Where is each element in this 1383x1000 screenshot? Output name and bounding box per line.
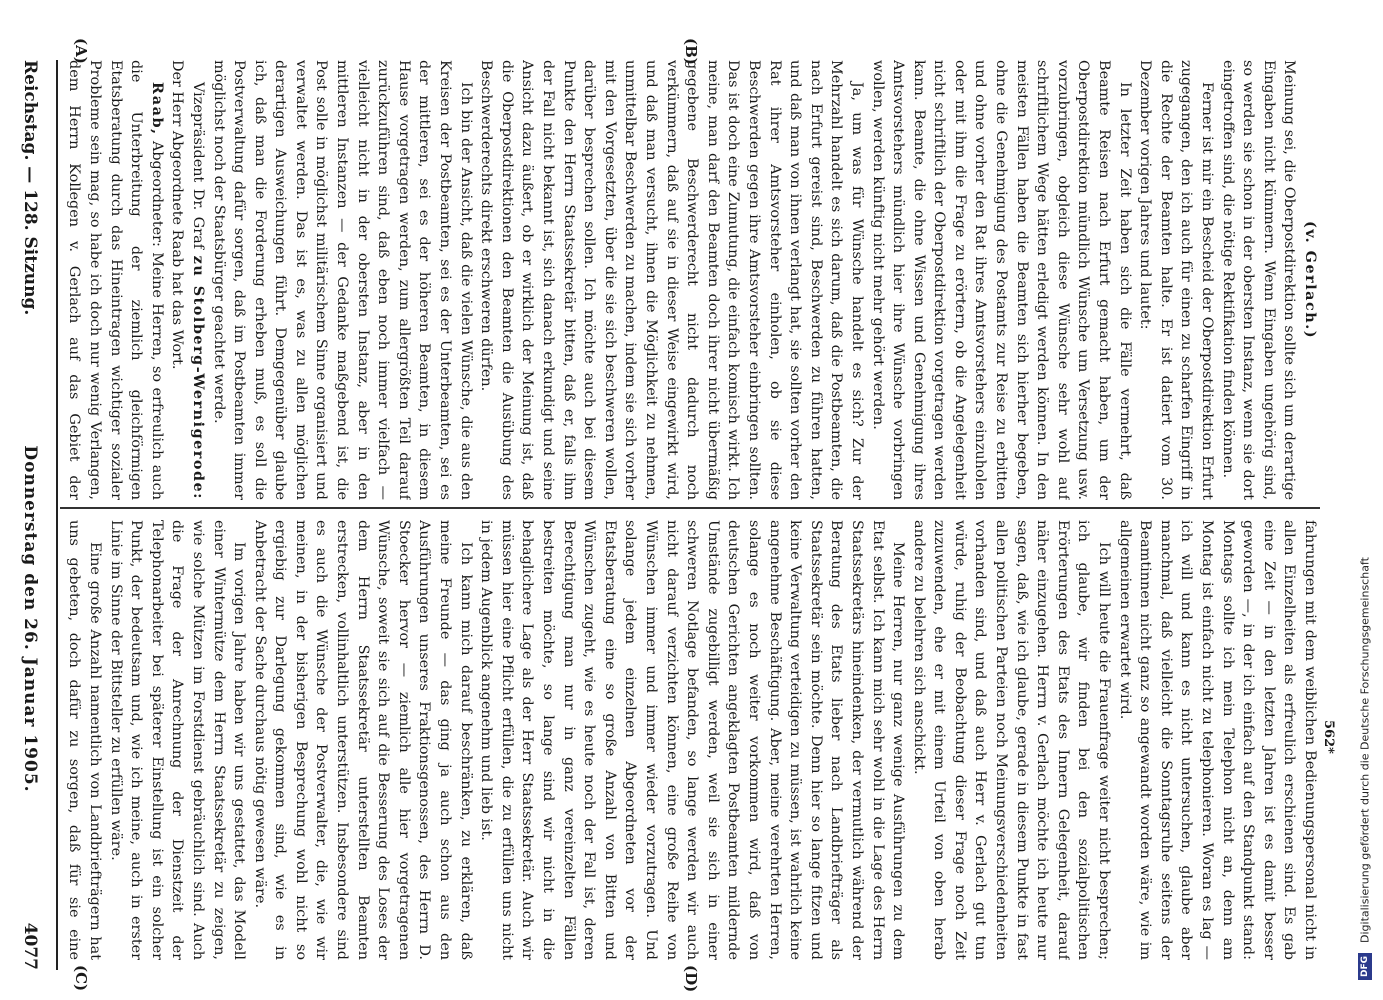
speaker2-name: Raab, [148, 82, 166, 136]
header-date: Donnerstag den 26. Januar 1905. [20, 445, 40, 793]
president-line: Vizepräsident Dr. Graf zu Stolberg-Wernigerode: Der Herr Abgeordnete Raab hat das Wort. [169, 60, 207, 500]
right-column [65, 520, 1320, 960]
paragraph: Meinung sei, die Oberpostdirektion sollte sich um derartige Eingaben nicht kümmern. Wenn Eingaben ungehörig sind, so werden sie schon in der obersten Instanz, wenn sie dort eingetroffen sind, die nötige Rektifikation finden können. [1219, 60, 1298, 500]
margin-mark-d: (D) [682, 965, 700, 993]
header-left: Reichstag. — 128. Sitzung. [20, 60, 40, 316]
paragraph: fahrungen mit dem weiblichen Bedienungspersonal nicht in allen Einzelheiten als erfreulich erschienen sind. Es gab eine Zeit — in den letzten Jahren ist es damit besser geworden —, in der ich einfach auf den Standpunkt stand: Montags sollte ich mein Telephon nicht an, denn am Montag ist einfach nicht zu telephonieren. Woran es lag — ich will und kann es nicht untersuchen, glaube aber manchmal, daß vielleicht die Sonntagsruhe seitens der Beamtinnen nicht ganz so angewandt worden wäre, wie im allgemeinen erwartet wird. [1116, 520, 1318, 960]
paragraph: Meine Herren, nur ganz wenige Ausführungen zu dem Etat selbst. Ich kann mich sehr wohl in die Lage des Herrn Staatssekretärs hineindenken, der vermutlich während der Beratung des Etats lieber nach Landbriefträger als Staatssekretär sein möchte. Denn hier so lange fitzen und keine Verwaltung verteidigen zu müssen, ist wahrlich keine angenehme Beschäftigung. Aber, meine verehrten Herren, solange es noch weiter vorkommen wird, daß von deutschen Gerichten angeklagten Postbeamten mildernde Umstände zugebilligt werden, weil sie sich in einer schweren Notlage befanden, so lange werden wir auch nicht darauf verzichten können, eine große Reihe von Wünschen immer und immer wieder vorzutragen. Und solange jedem einzelnen Abgeordneten vor der Etatsberatung eine so große Anzahl von Bitten und Wünschen zugeht, wie es heute noch der Fall ist, deren Berechtigung man nur in ganz vereinzelten Fällen bestreiten möchte, so lange sind wir nicht in die behaglichere Lage als der Herr Staatssekretär. Auch wir müssen hier eine Pflicht erfüllen, die zu erfüllen uns nicht in jedem Augenblick angenehm und lieb ist. [478, 520, 907, 960]
column-divider [60, 507, 1320, 509]
paragraph: Ich will heute die Frauenfrage weiter nicht besprechen; ich glaube, wir finden bei den sozialpolitischen Erörterungen des Etats des Innern Gelegenheit, darauf näher einzugehen. Herrn v. Gerlach möchte ich heute nur sagen, daß, wie ich glaube, gerade in diesem Punkte in fast allen politischen Parteien noch Meinungsverschiedenheiten vorhanden sind, und daß auch Herr v. Gerlach gut tun würde, ruhig der Beobachtung dieser Frage noch Zeit zuzuwenden, ehe er mit einem Urteil von oben herab andere zu belehren sich anschickt. [910, 520, 1113, 960]
paragraph: Ich kann mich darauf beschränken, zu erklären, daß meine Freunde — das ging ja auch schon aus den Ausführungen unseres Fraktionsgenossen, des Herrn D. Stoecker hervor — ziemlich alle hier vorgetragenen Wünsche, soweit sie sich auf die Besserung des Loses der dem Herrn Staatssekretär unterstellten Beamten erstrecken, vollinhaltlich unterstützen. Insbesondere sind es auch die Wünsche der Postverwalter, die, wie wir meinen, in der bisherigen Besprechung wohl nicht so ergiebig zur Darlegung gekommen sind, wie es in Anbetracht der Sache durchaus nötig gewesen wäre. [251, 520, 474, 960]
side-note [1353, 20, 1377, 980]
header-rule [56, 60, 58, 970]
paragraph: Ferner ist mir ein Bescheid der Oberpostdirektion Erfurt zugegangen, den ich auch für einen zu scharfen Eingriff in die Rechte der Beamten halte. Er ist datiert vom 30. Dezember vorigen Jahres und lautet: [1137, 60, 1216, 500]
page-header [10, 60, 50, 970]
speaker2-paragraph: Raab, Abgeordneter: Meine Herren, so erfreulich auch die Unterbreitung der ziemlich gleichförmigen Etatsberatung durch das Hineintragen wichtiger sozialer Probleme sein mag, so habe ich doch nur wenig Verlangen, dem Herrn Kollegen v. Gerlach auf das Gebiet der [66, 60, 166, 500]
paragraph: Ich bin der Ansicht, daß die vielen Wünsche, die aus den Kreisen der Postbeamten, sei es der Unterbeamten, sei es der mittleren, sei es der höheren Beamten, in diesem Hause vorgetragen werden, zum allergrößten Teil darauf zurückzuführen sind, daß eben noch immer vielfach — vielleicht nicht in der obersten Instanz, aber in den mittleren Instanzen — der Gedanke maßgebend ist, die Post solle in möglichst militärischem Sinne organisiert und verwaltet werden. Das ist es, was zu allen möglichen derartigen Ausweichungen führt. Demgegenüber glaube ich, daß man die Forderung erheben muß, es soll die Postverwaltung dafür sorgen, daß im Postbeamten immer möglichst noch der Staatsbürger geachtet werde. [210, 60, 474, 500]
margin-mark-a: (A) [72, 38, 90, 64]
paragraph: Ja, um was für Wünsche handelt es sich? Zur der Mehrzahl handelt es sich darum, daß die Postbeamten, die nach Erfurt gereist sind, Beschwerden zu führen hatten, und daß man von ihnen verlangt hat, sie sollten vorher den Rat ihrer Amtsvorsteher einholen, ob sie diese Beschwerden gegen ihre Amtsvorsteher einbringen sollten. Das ist doch eine Zumutung, die einfach komisch wirkt. Ich meine, man darf den Beamten doch ihrer nicht übermäßig gegebene Beschwerderecht nicht dadurch noch verkümmern, daß auf sie in dieser Weise eingewirkt wird, und daß man versucht, ihnen die Möglichkeit zu nehmen, unmittelbar Beschwerden zu machen, indem sie sich vorher mit den Vorgesetzten, über die sie sich beschweren wollen, darüber besprechen sollen. Ich möchte auch bei diesem Punkte den Herrn Staatssekretär bitten, daß er, falls ihm der Fall nicht bekannt ist, sich danach erkundigt und seine Ansicht dazu äußert, ob er wirklich der Meinung ist, daß die Oberpostdirektionen den Beamten die Ausübung des Beschwerderechts direkt erschweren dürfen. [478, 60, 865, 500]
president-name: zu Stolberg-Wernigerode: [189, 255, 207, 500]
paragraph: Im vorigen Jahre haben wir uns gestattet, das Modell einer Wintermütze dem Herrn Staatssekretär zu zeigen, wie solche Mützen im Forstdienst gebräuchlich sind. Auch die Frage der Anrechnung der Dienstzeit der Telephonarbeiter bei späterer Einstellung ist ein solcher Punkt, der bedeutsam und, wie ich meine, auch in erster Linie im Sinne der Bittsteller zu erfüllen wäre. [107, 520, 248, 960]
margin-mark-c: (C) [72, 965, 90, 992]
dfg-logo: DFG [1358, 953, 1372, 980]
margin-mark-b: (B) [682, 38, 700, 65]
page-number: 4077 [20, 922, 40, 970]
side-note-text: Digitalisierung gefördert durch die Deutsche Forschungsgemeinschaft [1358, 557, 1372, 943]
paragraph: Eine große Anzahl namentlich von Landbriefträgern hat uns gebeten, doch dafür zu sorgen, daß für sie eine [66, 520, 103, 960]
signature-mark: 562* [1321, 720, 1336, 754]
left-column [65, 60, 1320, 500]
paragraph: In letzter Zeit haben sich die Fälle vermehrt, daß Beamte Reisen nach Erfurt gemacht haben, um der Oberpostdirektion mündlich Wünsche um Versetzung usw. vorzubringen, obgleich diese Wünsche sehr wohl auf schriftlichem Wege hätten erledigt werden können. In den meisten Fällen haben die Beamten sich hierher begeben, ohne die Genehmigung des Postamts zur Reise zu erbitten und ohne vorher den Rat ihres Amtsvorstehers einzuholen oder mit ihm die Frage zu erörtern, ob die Angelegenheit nicht schriftlich der Oberpostdirektion vorgetragen werden kann. Beamte, die ohne Wissen und Genehmigung ihres Amtsvorstehers mündlich hier ihre Wünsche vorbringen wollen, werden künftig nicht mehr gehört werden. [869, 60, 1133, 500]
speaker-head: (v. Gerlach.) [1302, 220, 1319, 340]
